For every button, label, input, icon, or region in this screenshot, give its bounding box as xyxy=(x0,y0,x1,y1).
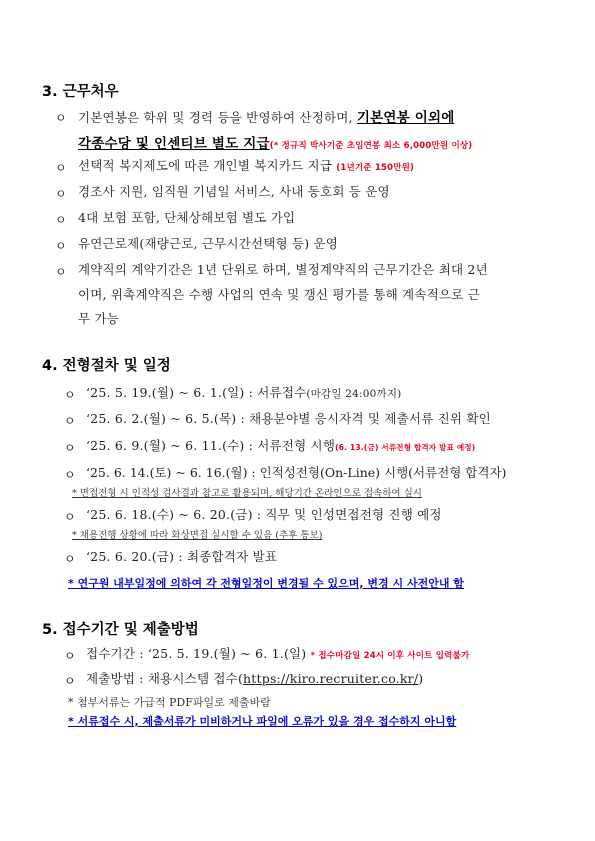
s3-item-4: 4대 보험 포함, 단체상해보험 별도 가입 xyxy=(78,210,296,225)
s4-item-2: ‘25. 6. 2.(월) ~ 6. 5.(목) : 채용분야별 응시자격 및 제출서류 진위 확인 xyxy=(86,411,491,426)
bullet: ㅇ xyxy=(64,441,76,455)
s3-item-6-line2: 이며, 위촉계약직은 수행 사업의 연속 및 갱신 평가를 통해 계속적으로 근 xyxy=(78,287,480,302)
section-3-title: 3. 근무처우 xyxy=(42,84,119,100)
s3-item-1-line1: 기본연봉은 학위 및 경력 등을 반영하여 산정하며, 기본연봉 이외에 xyxy=(78,110,455,126)
bullet: ㅇ xyxy=(64,552,76,566)
bullet: ㅇ xyxy=(55,265,67,279)
s3-item-6-line3: 무 가능 xyxy=(78,311,119,326)
s4-item-6: ‘25. 6. 20.(금) : 최종합격자 발표 xyxy=(86,549,278,564)
bullet: ㅇ xyxy=(55,111,67,125)
s5-note-2: * 서류접수 시, 제출서류가 미비하거나 파일에 오류가 있을 경우 접수하지 아니함 xyxy=(68,715,457,728)
s5-note-1: * 첨부서류는 가급적 PDF파일로 제출바람 xyxy=(68,696,271,709)
s3-item-6-line1: 계약직의 계약기간은 1년 단위로 하며, 별정계약직의 근무기간은 최대 2년 xyxy=(78,262,488,277)
s4-item-5-note: * 채용진행 상황에 따라 화상면접 실시할 수 있음 (추후 통보) xyxy=(72,530,323,541)
s3-item-5: 유연근로제(재량근로, 근무시간선택형 등) 운영 xyxy=(78,236,339,251)
s4-item-4-note: * 면접전형 시 인적성 검사결과 참고로 활용되며, 해당기간 온라인으로 접속하여 실시 xyxy=(72,488,422,499)
s4-item-5: ‘25. 6. 18.(수) ~ 6. 20.(금) : 직무 및 인성면접전형 진행 예정 xyxy=(86,507,442,522)
bullet: ㅇ xyxy=(55,239,67,253)
bullet: ㅇ xyxy=(55,161,67,175)
bullet: ㅇ xyxy=(64,510,76,524)
s4-footnote: * 연구원 내부일정에 의하여 각 전형일정이 변경될 수 있으며, 변경 시 사전안내 함 xyxy=(68,577,464,590)
s5-period: 접수기간 : ‘25. 5. 19.(월) ~ 6. 1.(일) * 접수마감일 24시 이후 사이트 입력불가 xyxy=(86,646,470,661)
bullet: ㅇ xyxy=(55,187,67,201)
recruiter-link[interactable]: https://kiro.recruiter.co.kr/ xyxy=(243,671,419,686)
bullet: ㅇ xyxy=(64,388,76,402)
bullet: ㅇ xyxy=(64,649,76,663)
s3-item-2: 선택적 복지제도에 따른 개인별 복지카드 지급 (1년기준 150만원) xyxy=(78,158,415,173)
s4-item-1: ‘25. 5. 19.(월) ~ 6. 1.(일) : 서류접수(마감일 24:00까지) xyxy=(86,385,402,400)
bullet: ㅇ xyxy=(64,414,76,428)
bullet: ㅇ xyxy=(55,213,67,227)
s4-item-3: ‘25. 6. 9.(월) ~ 6. 11.(수) : 서류전형 시행(6. 13.(금) 서류전형 합격자 발표 예정) xyxy=(86,438,476,453)
s5-method: 제출방법 : 채용시스템 접수(https://kiro.recruiter.co.kr/) xyxy=(86,671,424,686)
bullet: ㅇ xyxy=(64,468,76,482)
bullet: ㅇ xyxy=(64,674,76,688)
section-4-title: 4. 전형절차 및 일정 xyxy=(42,358,171,374)
section-5-title: 5. 접수기간 및 제출방법 xyxy=(42,622,199,638)
s3-item-3: 경조사 지원, 임직원 기념일 서비스, 사내 동호회 등 운영 xyxy=(78,184,390,199)
s3-item-1-line2: 각종수당 및 인센티브 별도 지급(* 정규직 박사기준 초임연봉 최소 6,000만원 이상) xyxy=(78,136,473,152)
s4-item-4: ‘25. 6. 14.(토) ~ 6. 16.(월) : 인적성전형(On-Line) 시행(서류전형 합격자) xyxy=(86,465,507,480)
